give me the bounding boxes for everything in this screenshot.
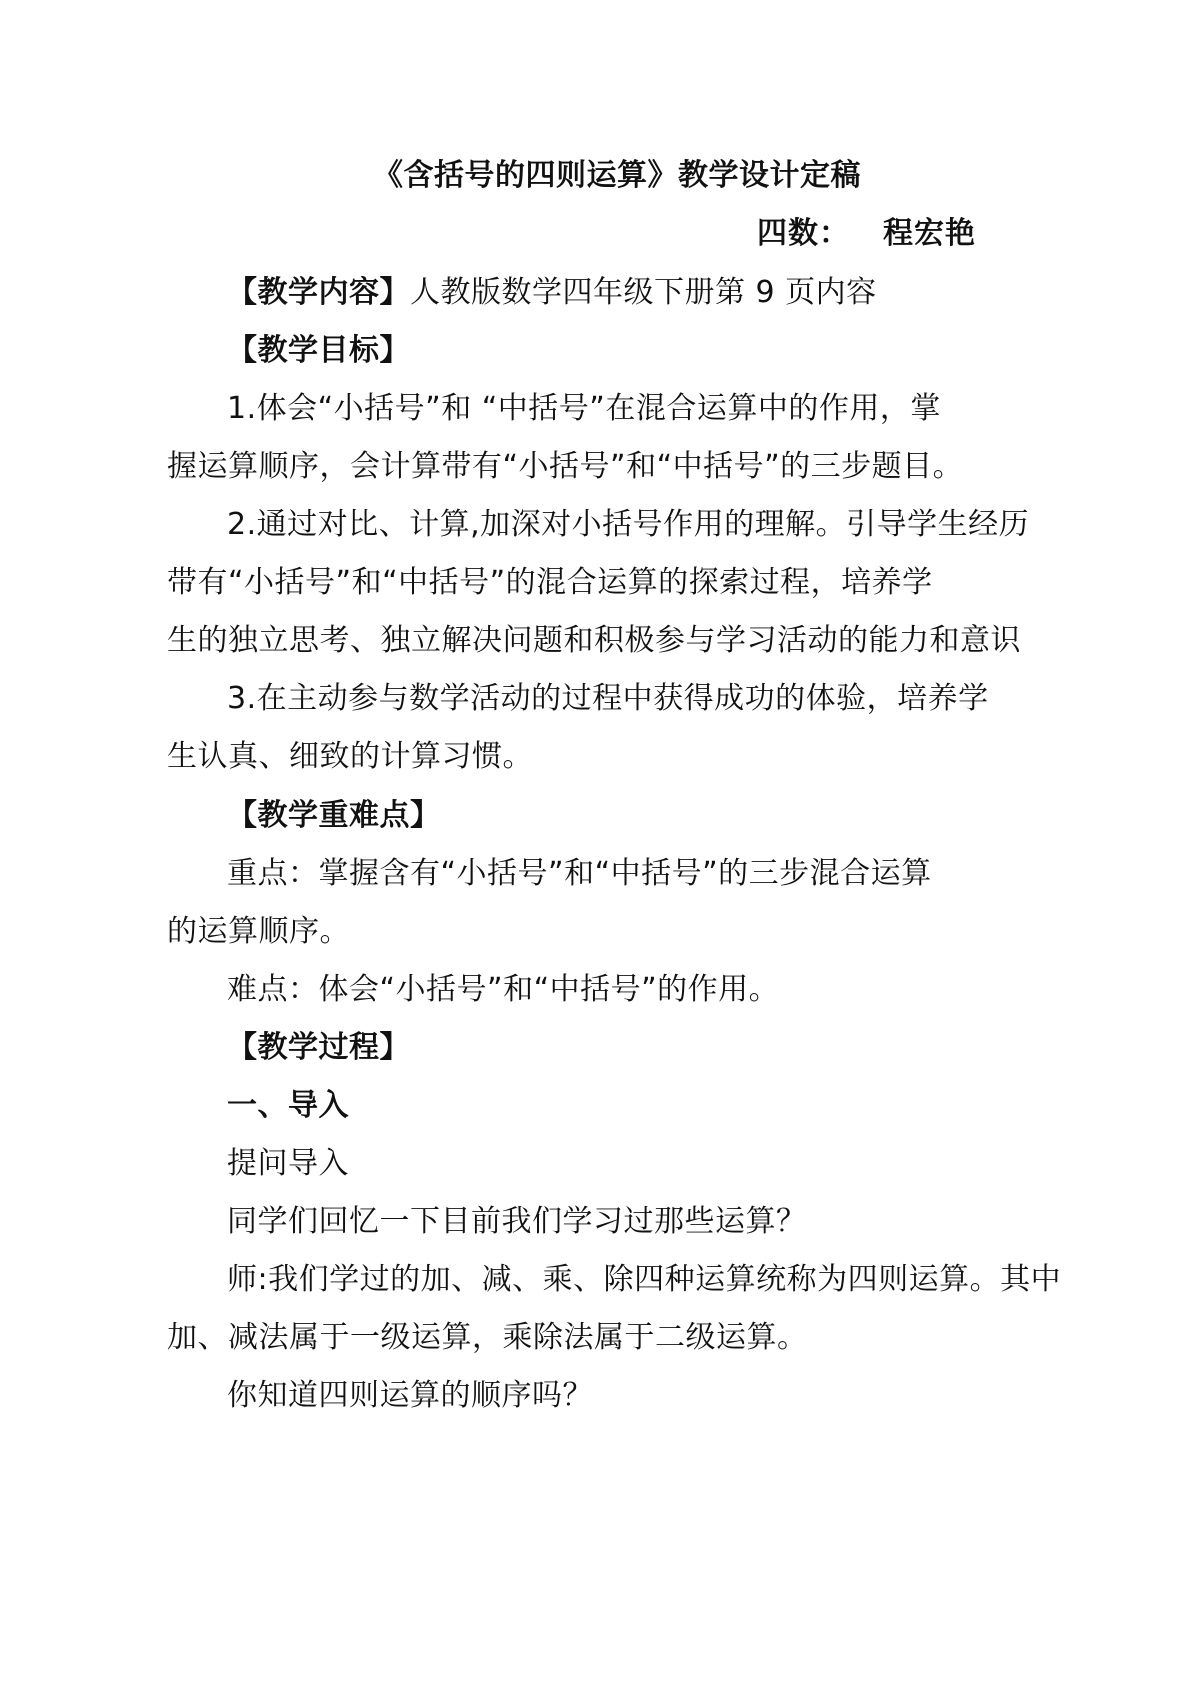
content-heading: 【教学内容】 [227, 275, 410, 310]
author-label: 四数： [757, 216, 850, 251]
key-line1: 重点：掌握含有“小括号”和“中括号”的三步混合运算 [227, 856, 932, 891]
objective2-line3: 生的独立思考、独立解决问题和积极参与学习活动的能力和意识 [167, 623, 1021, 658]
objective3-line1: 3.在主动参与数学活动的过程中获得成功的体验，培养学 [227, 681, 989, 716]
author-name: 程宏艳 [882, 216, 976, 251]
objectives-heading: 【教学目标】 [227, 333, 410, 368]
objective1-line1: 1.体会“小括号”和 “中括号”在混合运算中的作用，掌 [227, 391, 941, 426]
objective2-line2: 带有“小括号”和“中括号”的混合运算的探索过程，培养学 [167, 565, 933, 600]
key-line2: 的运算顺序。 [167, 914, 350, 949]
question1: 同学们回忆一下目前我们学习过那些运算？ [227, 1204, 807, 1239]
objective2-line1: 2.通过对比、计算,加深对小括号作用的理解。引导学生经历 [227, 507, 1030, 542]
objective1-line2: 握运算顺序，会计算带有“小括号”和“中括号”的三步题目。 [167, 449, 964, 484]
teacher-line1: 师:我们学过的加、减、乘、除四种运算统称为四则运算。其中 [227, 1262, 1062, 1297]
content-text: 人教版数学四年级下册第 9 页内容 [410, 275, 877, 310]
keypoints-heading: 【教学重难点】 [227, 798, 441, 833]
difficulty-line: 难点：体会“小括号”和“中括号”的作用。 [227, 972, 780, 1007]
intro-method: 提问导入 [227, 1146, 349, 1181]
objective3-line2: 生认真、细致的计算习惯。 [167, 739, 533, 774]
question2: 你知道四则运算的顺序吗？ [227, 1378, 593, 1413]
section1-heading: 一、导入 [227, 1088, 349, 1123]
process-heading: 【教学过程】 [227, 1030, 410, 1065]
content-line [227, 273, 877, 313]
teacher-line2: 加、减法属于一级运算，乘除法属于二级运算。 [167, 1320, 808, 1355]
author-line [757, 214, 976, 254]
document-title: 《含括号的四则运算》教学设计定稿 [373, 158, 861, 193]
